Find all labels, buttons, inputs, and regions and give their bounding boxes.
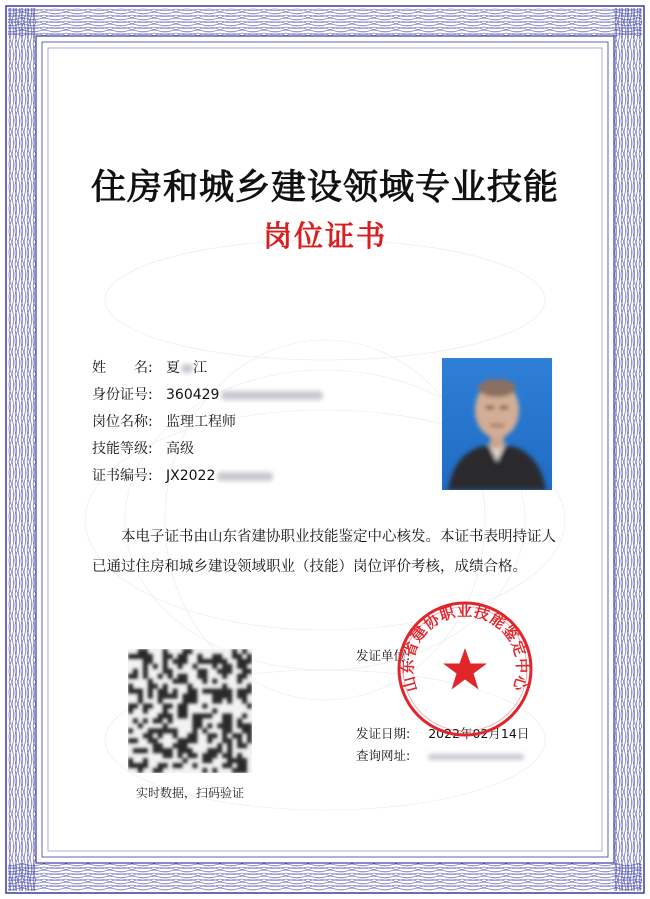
field-cert-no [92, 466, 273, 486]
issue-date-label: 发证日期: [356, 726, 411, 741]
field-level-label: 技能等级: [92, 441, 153, 457]
query-url-row [356, 746, 524, 764]
redaction [217, 472, 273, 481]
certificate-subtitle: 岗位证书 [262, 219, 387, 253]
field-name-value: 夏 [166, 360, 180, 376]
official-seal [394, 598, 536, 740]
qr-caption: 实时数据，扫码验证 [135, 786, 244, 800]
issue-date-value: 2022年02月14日 [428, 726, 530, 741]
holder-photo [442, 358, 552, 490]
field-cert-no-value: JX2022 [166, 468, 216, 484]
field-id [92, 385, 323, 405]
field-id-value: 360429 [166, 387, 220, 403]
field-name [92, 358, 207, 378]
redaction [181, 364, 193, 373]
field-name-value-tail: 江 [193, 360, 207, 376]
query-url-label: 查询网址: [356, 748, 411, 763]
field-cert-no-label: 证书编号: [92, 468, 153, 484]
field-position-value: 监理工程师 [166, 414, 236, 430]
field-name-label: 姓 名: [92, 360, 153, 376]
certificate-title: 住房和城乡建设领域专业技能 [90, 167, 559, 208]
field-level-value: 高级 [166, 441, 194, 457]
certificate-statement: 本电子证书由山东省建协职业技能鉴定中心核发。本证书表明持证人已通过住房和城乡建设领域职业（技能）岗位评价考核，成绩合格。 [92, 529, 556, 575]
redaction [221, 391, 323, 400]
seal-text: 山东省建协职业技能鉴定中心 [398, 601, 532, 694]
query-url-redacted [428, 754, 524, 760]
field-position-label: 岗位名称: [92, 414, 153, 430]
star-icon [443, 648, 487, 690]
field-position [92, 412, 236, 432]
qr-code[interactable] [128, 649, 252, 773]
svg-text:山东省建协职业技能鉴定中心 [399, 602, 531, 694]
field-id-label: 身份证号: [92, 387, 153, 403]
issuer-label: 发证单位: [356, 648, 411, 663]
field-level [92, 439, 194, 459]
